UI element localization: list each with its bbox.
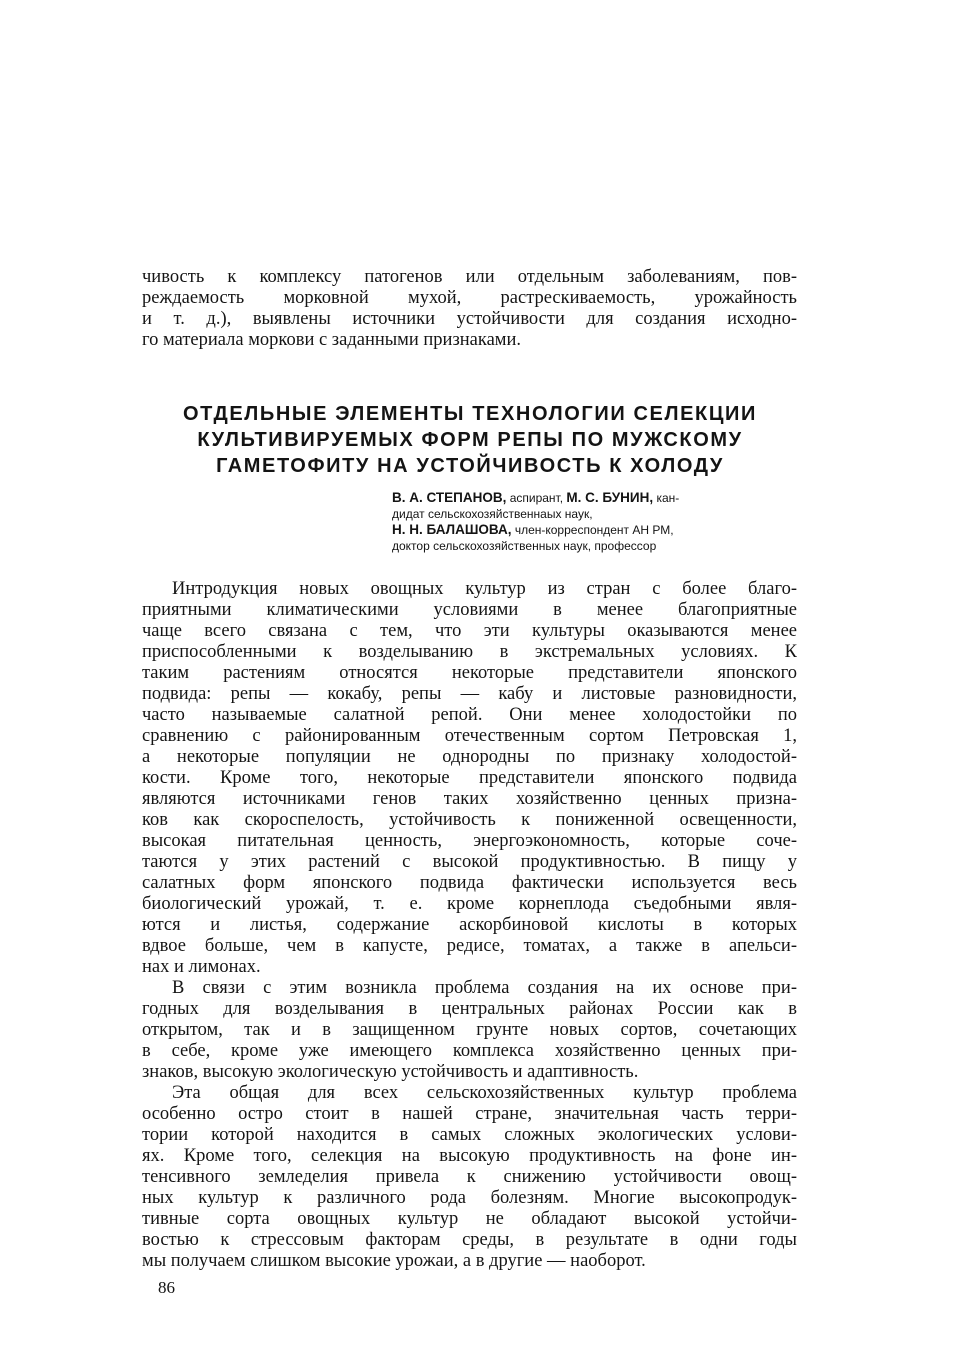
author-role: доктор сельскохозяйственных наук, профессор bbox=[392, 538, 657, 553]
body-line: ков как скороспелость, устойчивость к пониженной освещенности, bbox=[142, 810, 797, 830]
body-line: в себе, кроме уже имеющего комплекса хозяйственно ценных при- bbox=[142, 1041, 797, 1061]
author-block bbox=[392, 490, 782, 554]
body-line: востью к стрессовым факторам среды, в результате в одни годы bbox=[142, 1230, 797, 1250]
carry-line: реждаемость морковной мухой, растрескиваемость, урожайность bbox=[142, 288, 797, 308]
body-line: мы получаем слишком высокие урожаи, а в другие — наоборот. bbox=[142, 1251, 646, 1271]
body-line: вдвое больше, чем в капусте, редисе, томатах, а также в апельси- bbox=[142, 936, 797, 956]
body-line: ются и листья, содержание аскорбиновой кислоты в которых bbox=[142, 915, 797, 935]
author-line bbox=[392, 490, 782, 507]
title-line: ГАМЕТОФИТУ НА УСТОЙЧИВОСТЬ К ХОЛОДУ bbox=[216, 455, 724, 477]
body-line: приспособленными к возделыванию в экстремальных условиях. К bbox=[142, 642, 797, 662]
body-line: кости. Кроме того, некоторые представители японского подвида bbox=[142, 768, 797, 788]
body-line: таются у этих растений с высокой продуктивностью. В пищу у bbox=[142, 852, 797, 872]
body-line: тенсивного земледелия привела к снижению устойчивости овощ- bbox=[142, 1167, 797, 1187]
author-role: дидат сельскохозяйственнаых наук, bbox=[392, 506, 593, 521]
body-line: биологический урожай, т. е. кроме корнеплода съедобными явля- bbox=[142, 894, 797, 914]
carry-line: чивость к комплексу патогенов или отдельным заболеваниям, пов- bbox=[142, 267, 797, 287]
body-line: таким растениям относятся некоторые представители японского bbox=[142, 663, 797, 683]
author-role: кан- bbox=[653, 491, 680, 505]
body-line: нах и лимонах. bbox=[142, 957, 261, 977]
author-name: В. А. СТЕПАНОВ, bbox=[392, 490, 507, 505]
carry-line: и т. д.), выявлены источники устойчивости для создания исходно- bbox=[142, 309, 797, 329]
body-line: салатных форм японского подвида фактически используется весь bbox=[142, 873, 797, 893]
body-line: высокая питательная ценность, энергоэкономность, которые соче- bbox=[142, 831, 797, 851]
body-line: а некоторые популяции не однородны по признаку холодостой- bbox=[142, 747, 797, 767]
body-line: являются источниками генов таких хозяйственно ценных призна- bbox=[142, 789, 797, 809]
article-title bbox=[140, 401, 800, 479]
body-line: тории которой находится в самых сложных экологических услови- bbox=[142, 1125, 797, 1145]
author-role: член-корреспондент АН РМ, bbox=[511, 523, 674, 537]
author-line bbox=[392, 522, 782, 539]
body-line: особенно остро стоит в нашей стране, значительная часть терри- bbox=[142, 1104, 797, 1124]
body-line: чаще всего связана с тем, что эти культуры оказываются менее bbox=[142, 621, 797, 641]
carry-line: го материала моркови с заданными признаками. bbox=[142, 330, 522, 350]
body-line: сравнению с районированным отечественным сортом Петровская 1, bbox=[142, 726, 797, 746]
body-line: знаков, высокую экологическую устойчивость и адаптивность. bbox=[142, 1062, 639, 1082]
body-line: приятными климатическими условиями в менее благоприятные bbox=[142, 600, 797, 620]
page-number: 86 bbox=[158, 1278, 175, 1297]
article-body bbox=[142, 579, 797, 1272]
body-line: открытом, так и в защищенном грунте новых сортов, сочетающих bbox=[142, 1020, 797, 1040]
title-line: ОТДЕЛЬНЫЕ ЭЛЕМЕНТЫ ТЕХНОЛОГИИ СЕЛЕКЦИИ bbox=[183, 403, 757, 425]
body-line: подвида: репы — кокабу, репы — кабу и листовые разновидности, bbox=[142, 684, 797, 704]
body-line: тивные сорта овощных культур не обладают высокой устойчи- bbox=[142, 1209, 797, 1229]
body-line: ных культур к различного рода болезням. Многие высокопродук- bbox=[142, 1188, 797, 1208]
title-line: КУЛЬТИВИРУЕМЫХ ФОРМ РЕПЫ ПО МУЖСКОМУ bbox=[197, 429, 743, 451]
body-line: В связи с этим возникла проблема создания на их основе при- bbox=[172, 978, 797, 998]
author-name: Н. Н. БАЛАШОВА, bbox=[392, 522, 512, 537]
body-line: годных для возделывания в центральных районах России как в bbox=[142, 999, 797, 1019]
body-line: Эта общая для всех сельскохозяйственных культур проблема bbox=[172, 1083, 797, 1103]
body-line: ях. Кроме того, селекция на высокую продуктивность на фоне ин- bbox=[142, 1146, 797, 1166]
author-role: аспирант, bbox=[506, 491, 567, 505]
body-line: часто называемые салатной репой. Они менее холодостойки по bbox=[142, 705, 797, 725]
carry-over-paragraph bbox=[142, 267, 797, 351]
body-line: Интродукция новых овощных культур из стран с более благо- bbox=[172, 579, 797, 599]
author-name: М. С. БУНИН, bbox=[566, 490, 654, 505]
